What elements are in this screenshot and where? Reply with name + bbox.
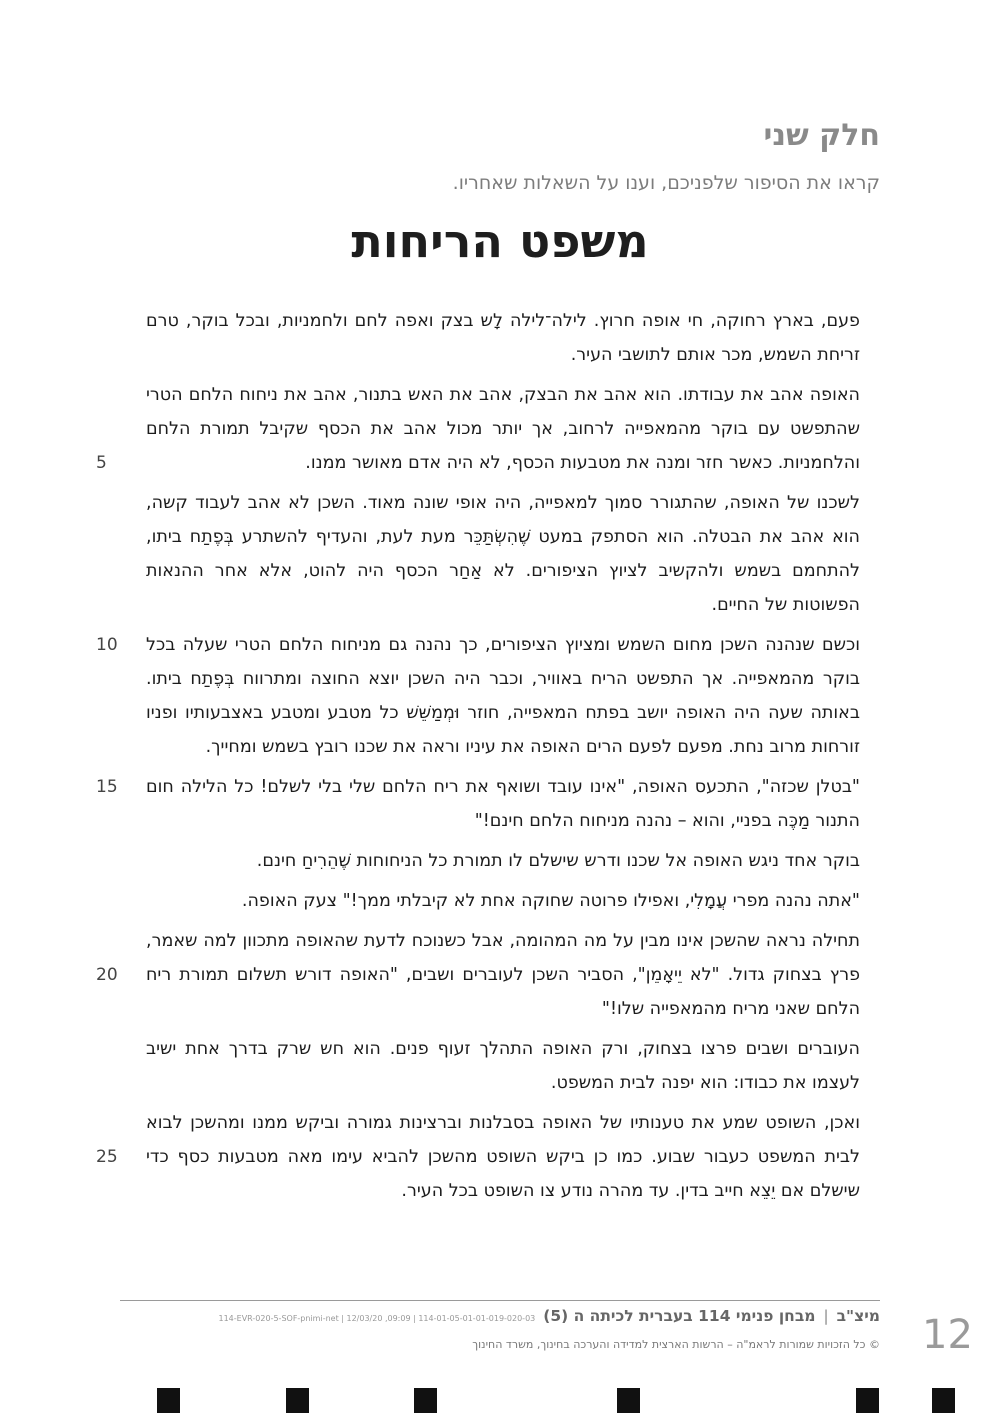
footer-document-code: 114-EVR-020-5-SOF-pnimi-net | 12/03/20 ,09:09 | 114-01-05-01-01-019-020-03	[218, 1314, 536, 1323]
story-paragraph	[146, 1032, 860, 1100]
story-paragraph	[146, 844, 860, 878]
paragraph-text: פעם, בארץ רחוקה, חי אופה חרוץ. לילה־לילה לָש בצק ואפה לחם ולחמניות, ובכל בוקר, טרם זריחת השמש, מכר אותם לתושבי העיר.	[146, 311, 860, 365]
paragraph-text: העוברים ושבים פרצו בצחוק, ורק האופה התהלך זעוף פנים. הוא חש שרק בדרך אחת ישיב לעצמו את כבודו: הוא יפנה לבית המשפט.	[146, 1039, 860, 1093]
paragraph-text: "בטלן שכזה", התכעס האופה, "אינו עובד ושואף את ריח הלחם שלי בלי לשלם! כל הלילה חום התנור מַכֶּה בפניי, והוא – נהנה מניחוח הלחם חינם!"	[146, 777, 860, 831]
paragraph-text: לשכנו של האופה, שהתגורר סמוך למאפייה, היה אופי שונה מאוד. השכן לא אהב לעבוד קשה, הוא אהב את הבטלה. הוא הסתפק במעט שֶׁהִשְׂתַּכֵּר מעת לעת, והעדיף להשתרע בְּפֶתַח ביתו, להתחמם בשמש ולהקשיב לציוץ הציפורים. לא אַחַר הכסף היה להוט, אלא אחר ההנאות הפשוטות של החיים.	[146, 493, 860, 615]
page-number: 12	[922, 1312, 973, 1358]
footer-divider	[120, 1300, 880, 1301]
footer-separator: |	[823, 1307, 829, 1325]
line-number: 10	[96, 635, 118, 655]
story-paragraph	[96, 924, 860, 1026]
paragraph-text: האופה אהב את עבודתו. הוא אהב את הבצק, אהב את האש בתנור, אהב את ניחוח הלחם הטרי שהתפשט עם בוקר מהמאפייה לרחוב, אך יותר מכול אהב את הכסף שקיבל תמורת הלחם והלחמניות. כאשר חזר ומנה את מטבעות הכסף, לא היה אדם מאושר ממנו.	[146, 385, 860, 473]
paragraph-text: בוקר אחד ניגש האופה אל שכנו ודרש שישלם לו תמורת כל הניחוחות שֶׁהֵרִיחַ חינם.	[256, 851, 860, 871]
paragraph-text: ואכן, השופט שמע את טענותיו של האופה בסבלנות וברצינות גמורה וביקש ממנו ומהשכן לבוא לבית המשפט כעבור שבוע. כמו כן ביקש השופט מהשכן להביא עימו מאה מטבעות כסף כדי שישלם אם יֵצֵא חייב בדין. עד מהרה נודע צו השופט בכל העיר.	[146, 1113, 860, 1201]
registration-mark	[286, 1388, 309, 1413]
registration-mark	[856, 1388, 879, 1413]
registration-mark	[932, 1388, 955, 1413]
story-paragraph	[96, 770, 860, 838]
paragraph-text: תחילה נראה שהשכן אינו מבין על מה המהומה, אבל כשנוכח לדעת שהאופה מתכוון למה שאמר, פרץ בצחוק גדול. "לא יֵיאָמֵן", הסביר השכן לעוברים ושבים, "האופה דורש תשלום תמורת ריח הלחם שאני מריח מהמאפייה שלו!"	[146, 931, 860, 1019]
story-body	[96, 304, 860, 1214]
footer-info	[219, 1307, 881, 1325]
line-number: 15	[96, 777, 118, 797]
line-number: 20	[96, 965, 118, 985]
story-paragraph	[96, 628, 860, 764]
story-title: משפט הריחות	[351, 214, 649, 268]
footer-copyright: © כל הזכויות שמורות לראמ"ה – הרשות הארצית למדידה והערכה בחינוך, משרד החינוך	[472, 1338, 880, 1351]
story-paragraph	[96, 378, 860, 480]
paragraph-text: "אתה נהנה מפרי עֲמָלִי, ואפילו פרוטה שחוקה אחת לא קיבלתי ממך!" צעק האופה.	[241, 891, 860, 911]
footer-org: מיצ"ב	[836, 1307, 880, 1325]
registration-mark	[157, 1388, 180, 1413]
footer-exam-title: מבחן פנימי 114 בעברית לכיתה ה (5)	[543, 1307, 816, 1325]
instruction-text: קראו את הסיפור שלפניכם, וענו על השאלות שאחריו.	[452, 172, 880, 194]
line-number: 25	[96, 1147, 118, 1167]
section-title: חלק שני	[763, 118, 880, 153]
registration-mark	[414, 1388, 437, 1413]
story-paragraph	[146, 486, 860, 622]
paragraph-text: וכשם שנהנה השכן מחום השמש ומציוץ הציפורים, כך נהנה גם מניחוח הלחם הטרי שעלה בכל בוקר מהמאפייה. אך התפשט הריח באוויר, וכבר היה השכן יוצא החוצה ומתרווח בְּפֶתַח ביתו. באותה שעה היה האופה יושב בפתח המאפייה, חוזר וּמְמַשֵּׁשׁ כל מטבע ומטבע באצבעותיו ופניו זורחות מרוב נחת. מפעם לפעם הרים האופה את עיניו וראה את שכנו רובץ בשמש ומחייך.	[146, 635, 860, 757]
story-paragraph	[146, 304, 860, 372]
story-paragraph	[146, 884, 860, 918]
story-paragraph	[96, 1106, 860, 1208]
line-number: 5	[96, 453, 107, 473]
registration-mark	[617, 1388, 640, 1413]
